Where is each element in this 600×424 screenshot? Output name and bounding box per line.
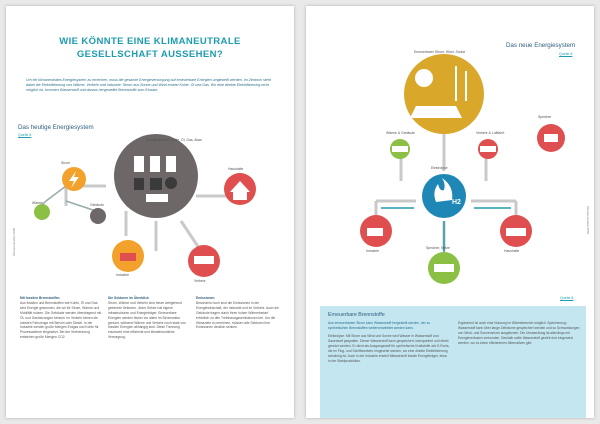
box-title: Erneuerbare Brennstoffe bbox=[328, 312, 385, 318]
page-title-line1: WIE KÖNNTE EINE KLIMANEUTRALE bbox=[59, 36, 241, 47]
speicher-netze-label: Speicher, Netze bbox=[426, 246, 450, 250]
current-energy-diagram bbox=[6, 6, 294, 306]
verkehr-label: Verkehr bbox=[194, 279, 206, 283]
column-3-heading: Emissionen bbox=[196, 296, 215, 300]
box-column-1: Elektrolyse: Mit Strom aus Wind und Sonne wird Wasser in Wasserstoff und Sauerstoff gespalten. Dieser Wasserstoff kann gespeichert, transportiert und direkt genutzt werden. Er dient als Ausgangsstoff für synthetische Kraftstoffe wie E-Fuels, die im Flug- und Schiffsverkehr eingesetzt werden, wo eine direkte Elektrifizierung schwierig ist. Auch in der Industrie ersetzt Wasserstoff fossile Energieträger, etwa in der Stahlproduktion. bbox=[328, 334, 450, 363]
box-column-2: Ergänzend ist auch eine Nutzung im Wärmebereich möglich. Speicherung: Wasserstoff kann über lange Zeiträume gespeichert werden und so Schwankungen von Wind- und Sonnenstrom ausgleichen. Die Umwandlung ist allerdings mit Energieverlusten verbunden. Deshalb sollte Wasserstoff gezielt dort eingesetzt werden, wo es keine effizienteren Alternativen gibt. bbox=[458, 321, 580, 345]
right-section-title: Das neue Energiesystem bbox=[506, 42, 576, 49]
sun-icon bbox=[415, 69, 433, 87]
right-haushalte-label: Haushalte bbox=[504, 249, 520, 253]
gebaeude-label: Gebäude bbox=[90, 203, 104, 207]
elektrolyse-label: Elektrolyse bbox=[431, 166, 448, 170]
left-page bbox=[6, 6, 294, 418]
box-intro: Aus erneuerbarem Strom kann Wasserstoff hergestellt werden, der zu synthetischen Brennstoffen weiterverarbeitet werden kann. bbox=[328, 321, 431, 330]
right-verkehr-label: Verkehr & Luftfahrt bbox=[476, 131, 505, 135]
right-side-text: Klimaneutralität 2050 bbox=[586, 206, 590, 235]
new-energy-diagram bbox=[306, 6, 594, 306]
haushalte-label: Haushalte bbox=[228, 167, 244, 171]
text-column-1 bbox=[20, 296, 102, 340]
right-page bbox=[306, 6, 594, 418]
strom-label: Strom bbox=[61, 161, 71, 165]
h2-label: H2 bbox=[452, 199, 461, 206]
fossil-hub-circle bbox=[114, 134, 198, 218]
column-3-text: Besonders hoch sind die Emissionen in der Energiewirtschaft, der Industrie und im Verkehr. Auch die Gebäude tragen durch ihren hohen Wärmebedarf erheblich zu den Treibhausgasemissionen bei. Um die Klimaziele zu erreichen, müssen alle Sektoren ihre Emissionen deutlich senken. bbox=[196, 300, 279, 330]
gebaeude-small-circle bbox=[90, 208, 106, 224]
text-column-2 bbox=[108, 296, 190, 340]
column-1-heading: Mit fossilen Brennstoffen bbox=[20, 296, 60, 300]
industrie-label: Industrie bbox=[116, 273, 130, 277]
waerme-label: Wärme bbox=[32, 201, 43, 205]
column-2-heading: Die Sektoren im Überblick bbox=[108, 296, 149, 300]
section-title: Das heutige Energiesystem bbox=[18, 124, 94, 131]
right-industrie-label: Industrie bbox=[366, 249, 380, 253]
text-column-3 bbox=[196, 296, 280, 330]
side-text: Klimaneutralität 2050 bbox=[12, 227, 16, 256]
page-title-line2: GESELLSCHAFT AUSSEHEN? bbox=[76, 49, 224, 60]
right-hub-label: Erneuerbarer Strom: Wind, Sonne bbox=[414, 50, 466, 54]
column-1-text: Aus fossilen und Brennstoffen wie Kohle, Öl und Gas wird Energie gewonnen, die wir für Strom, Wärme und Mobilität nutzen. Die Gebäude werden überwiegend mit Öl- und Gasheizungen beheizt. Im Verkehr fahren die meisten Fahrzeuge mit Benzin oder Diesel. In der Industrie werden große Mengen Erdgas und Kohle für Prozesswärme eingesetzt. Bei der Verbrennung entstehen große Mengen CO2. bbox=[20, 300, 102, 340]
quelle-link[interactable]: Quelle 8 bbox=[18, 133, 32, 137]
column-2-text: Strom, Wärme und Verkehr sind heute weitgehend getrennte Sektoren. Jeder Sektor hat eigene Infrastrukturen und Energieträger. Erneuerbare Energien werden bisher vor allem im Stromsektor genutzt, während Wärme und Verkehr noch stark von fossilen Energien abhängig sind. Diese Trennung erschwert eine effiziente und klimafreundliche Versorgung. bbox=[108, 300, 186, 340]
info-box bbox=[320, 306, 586, 418]
hub-label: Energiequellen: Kohle, Öl, Gas, Atom bbox=[146, 138, 203, 142]
right-waerme-label: Wärme & Gebäude bbox=[386, 131, 416, 135]
waerme-circle bbox=[34, 204, 50, 220]
solar-panel-icon bbox=[410, 106, 462, 118]
box-quelle-link[interactable]: Quelle 8 bbox=[560, 296, 574, 300]
renewable-hub-circle bbox=[404, 54, 484, 134]
speicher-label: Speicher bbox=[538, 115, 552, 119]
intro-text: Um ein klimaneutrales Energiesystem zu erreichen, muss die gesamte Energieversorgung auf erneuerbare Energien umgestellt werden. Im Zentrum steht dabei die Elektrifizierung von Wärme, Verkehr und Industrie: Strom aus Sonne und Wind ersetzt Kohle, Öl und Gas. Wo eine direkte Elektrifizierung nicht möglich ist, kommen Wasserstoff und daraus hergestellte Brennstoffe zum Einsatz. bbox=[26, 78, 271, 92]
right-quelle-link[interactable]: Quelle 8 bbox=[559, 52, 573, 56]
